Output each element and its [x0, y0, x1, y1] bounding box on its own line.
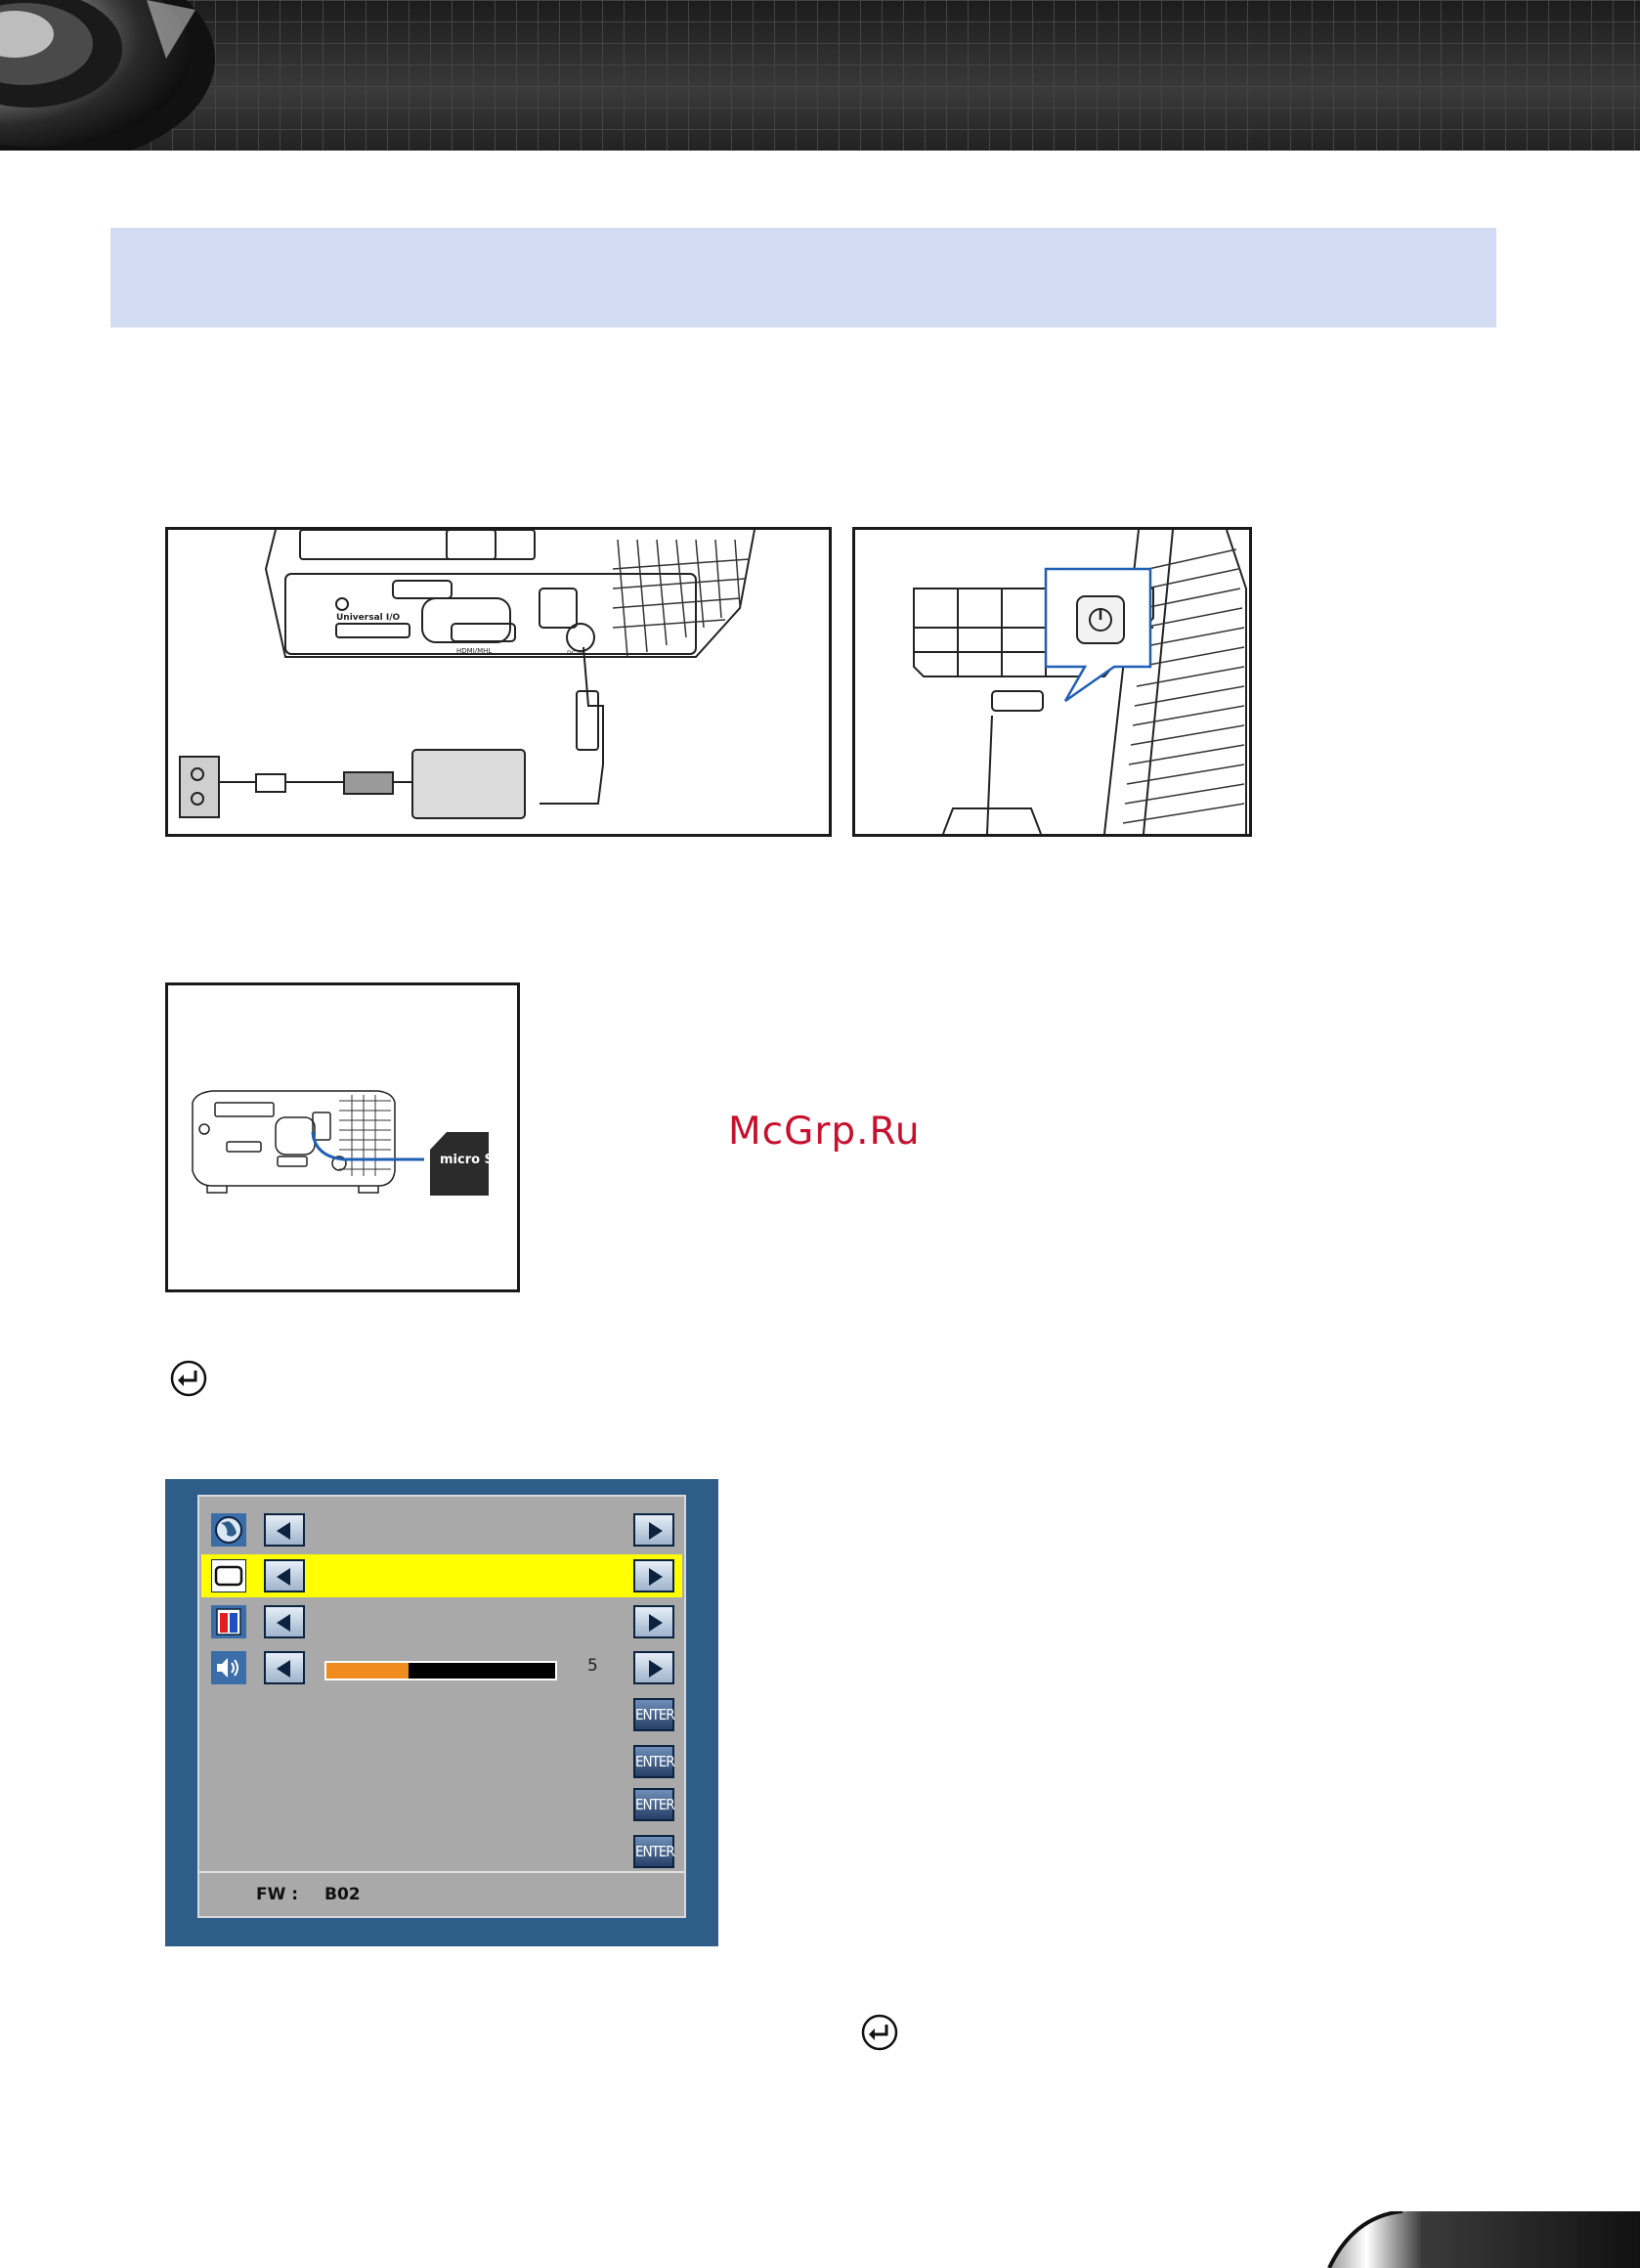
- power-button-figure: [852, 527, 1252, 837]
- language-right-arrow-button[interactable]: [633, 1513, 674, 1547]
- volume-slider-fill: [326, 1663, 409, 1679]
- micro-sd-card-label: micro SD: [440, 1153, 504, 1167]
- color-right-arrow-button[interactable]: [633, 1605, 674, 1638]
- power-connection-figure: [165, 527, 832, 837]
- dc-in-label: DC IN: [567, 650, 583, 657]
- volume-value: 5: [587, 1656, 598, 1676]
- volume-right-arrow-button[interactable]: [633, 1651, 674, 1684]
- enter-button-2[interactable]: ENTER: [633, 1745, 674, 1778]
- osd-menu: [165, 1479, 718, 1946]
- enter-button-3[interactable]: ENTER: [633, 1788, 674, 1821]
- enter-button-1[interactable]: ENTER: [633, 1698, 674, 1731]
- page-corner-tab: [1324, 2211, 1640, 2268]
- language-globe-icon: [211, 1513, 246, 1547]
- power-connection-illustration: [168, 530, 829, 834]
- universal-io-label: Universal I/O: [336, 613, 401, 623]
- lens-graphic: [0, 0, 215, 151]
- osd-row-language[interactable]: [199, 1508, 684, 1551]
- color-left-arrow-button[interactable]: [264, 1605, 305, 1638]
- display-left-arrow-button[interactable]: [264, 1559, 305, 1592]
- firmware-version: B02: [324, 1885, 361, 1904]
- firmware-label: FW :: [256, 1885, 299, 1904]
- osd-panel: [197, 1495, 686, 1918]
- micro-sd-figure: [165, 982, 520, 1292]
- osd-row-display[interactable]: [199, 1554, 684, 1597]
- enter-return-icon: [170, 1360, 207, 1397]
- osd-row-color-mode[interactable]: [199, 1600, 684, 1643]
- volume-speaker-icon: [211, 1651, 246, 1684]
- enter-return-icon: [861, 2014, 898, 2051]
- volume-slider[interactable]: [324, 1661, 557, 1680]
- volume-left-arrow-button[interactable]: [264, 1651, 305, 1684]
- enter-button-4[interactable]: ENTER: [633, 1835, 674, 1868]
- section-heading-bar: [110, 228, 1496, 327]
- osd-row-volume[interactable]: [199, 1646, 684, 1689]
- micro-sd-illustration: [168, 985, 517, 1289]
- firmware-bar: [199, 1871, 684, 1918]
- header-band: [0, 0, 1640, 151]
- color-mode-icon: [211, 1605, 246, 1638]
- hdmi-label: HDMI/MHL: [456, 647, 493, 655]
- power-button-illustration: [855, 530, 1249, 834]
- language-left-arrow-button[interactable]: [264, 1513, 305, 1547]
- watermark-text: McGrp.Ru: [728, 1110, 921, 1154]
- display-right-arrow-button[interactable]: [633, 1559, 674, 1592]
- display-screen-icon: [211, 1559, 246, 1592]
